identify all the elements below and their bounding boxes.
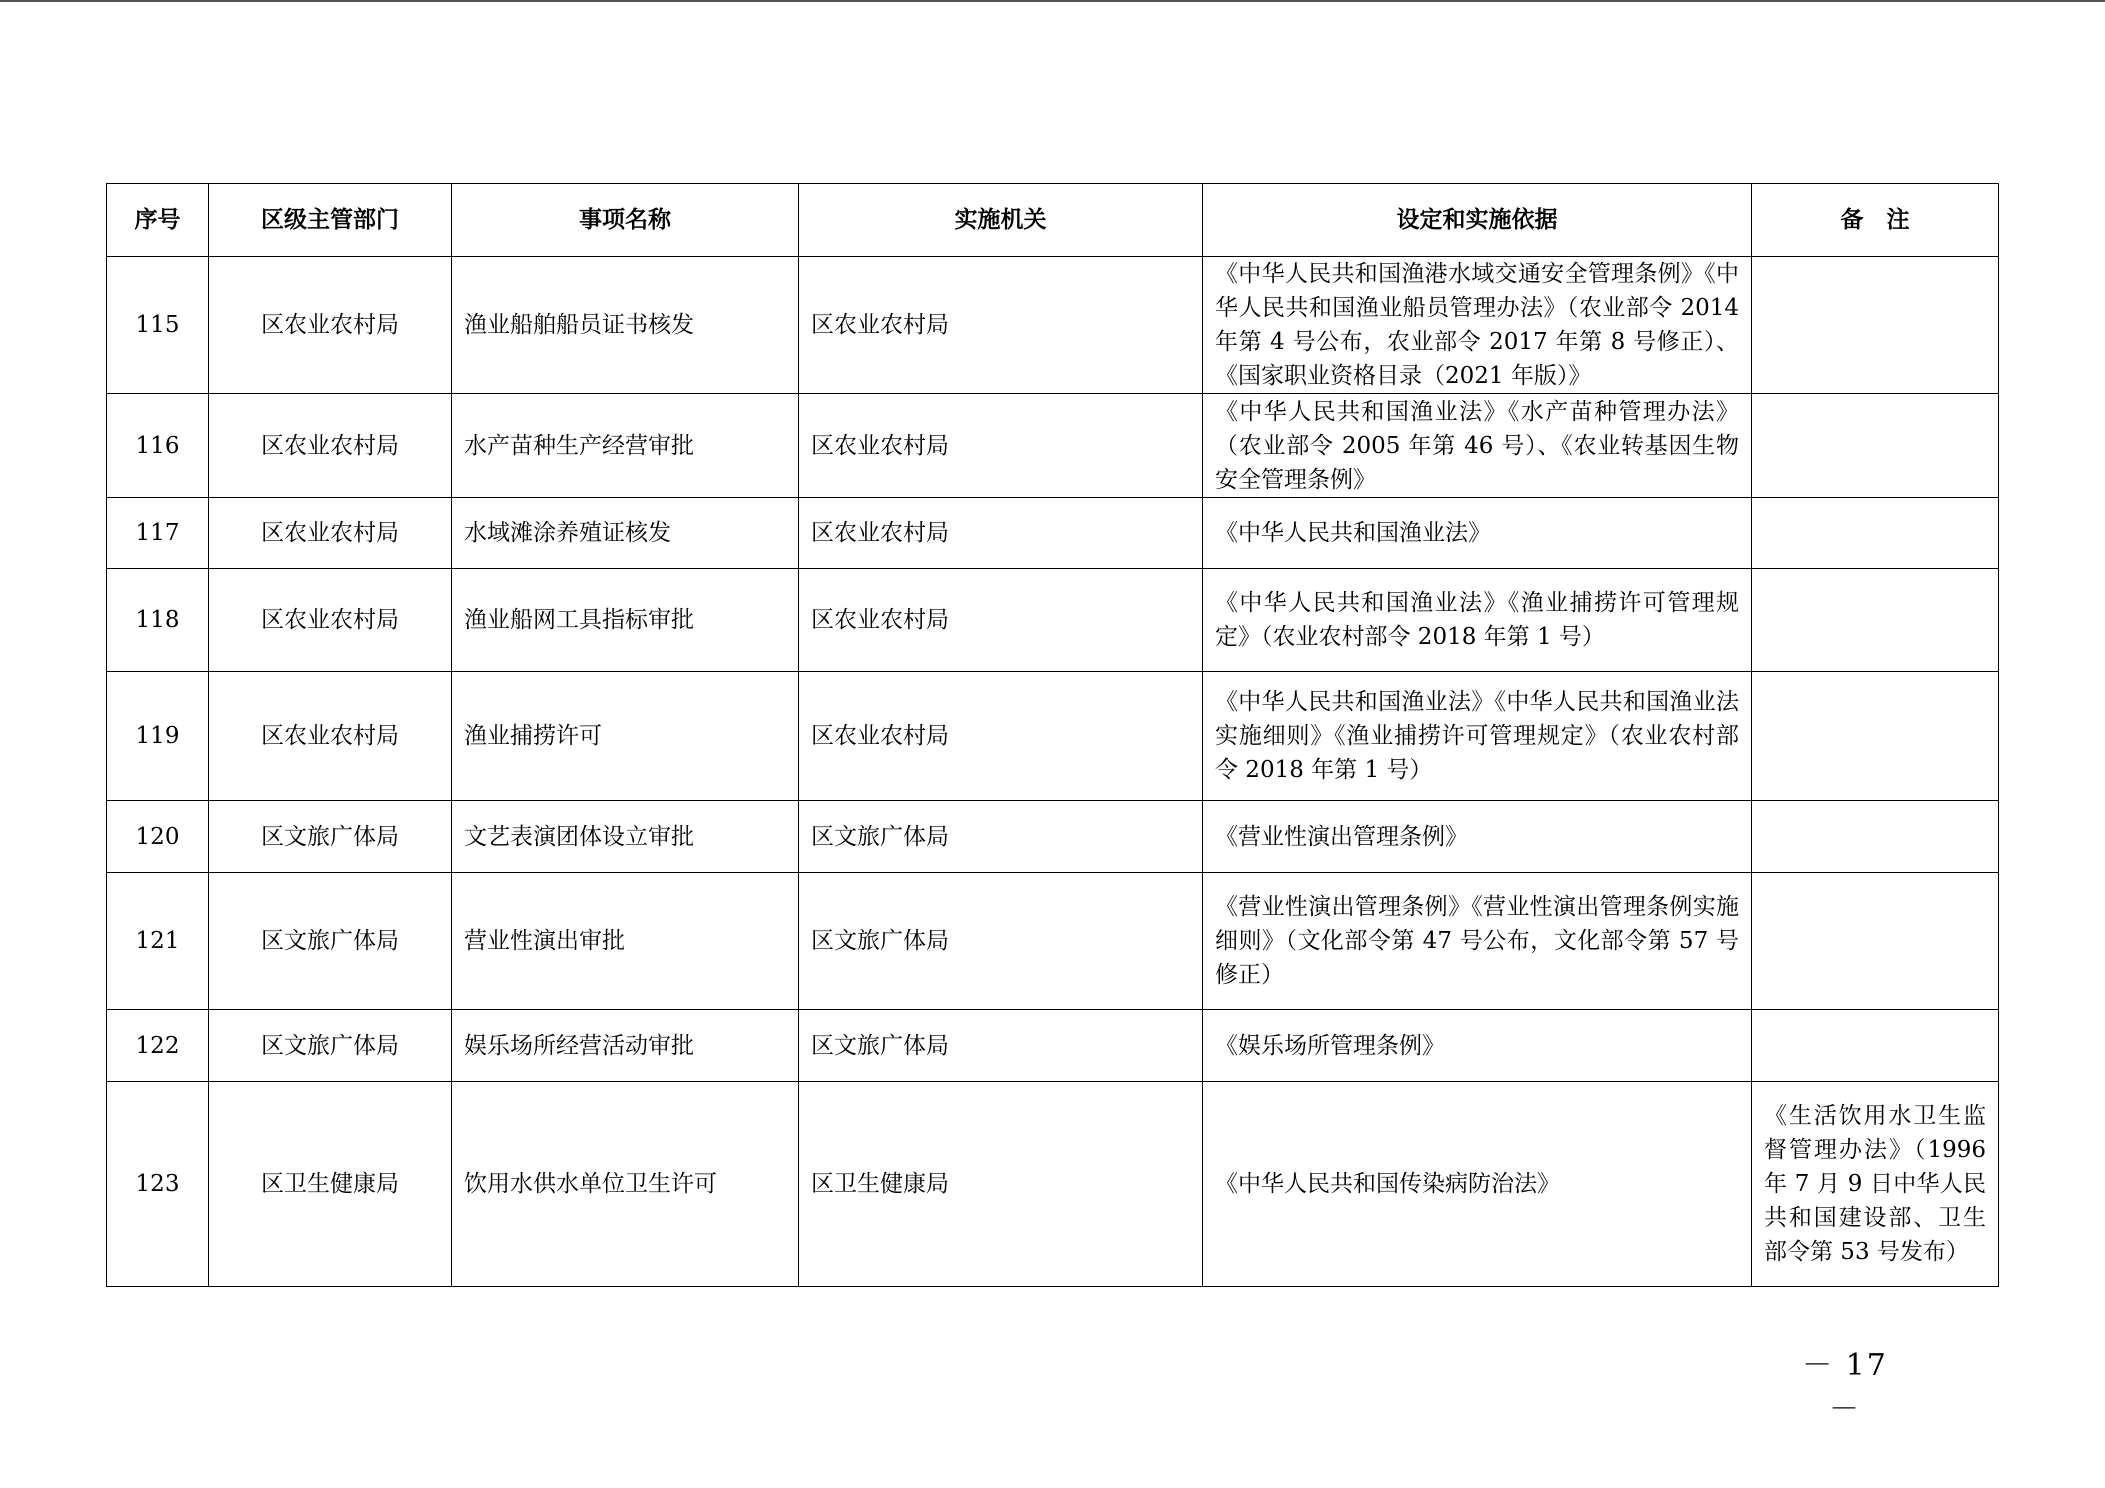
cell-basis: 《营业性演出管理条例》《营业性演出管理条例实施细则》（文化部令第 47 号公布，文化部令第 57 号修正） — [1203, 873, 1752, 1010]
cell-dept: 区农业农村局 — [209, 498, 452, 569]
table-row — [107, 801, 1999, 873]
table-row — [107, 1010, 1999, 1082]
cell-item-name: 渔业捕捞许可 — [452, 672, 799, 801]
header-basis: 设定和实施依据 — [1203, 184, 1752, 257]
table-row — [107, 873, 1999, 1010]
cell-seq: 119 — [107, 672, 209, 801]
cell-item-name: 营业性演出审批 — [452, 873, 799, 1010]
cell-org: 区文旅广体局 — [799, 1010, 1203, 1082]
items-table — [106, 183, 1999, 1287]
table-header-row — [107, 184, 1999, 257]
cell-note — [1752, 672, 1999, 801]
cell-note — [1752, 873, 1999, 1010]
cell-seq: 123 — [107, 1082, 209, 1287]
cell-note — [1752, 257, 1999, 394]
cell-org: 区文旅广体局 — [799, 873, 1203, 1010]
cell-org: 区卫生健康局 — [799, 1082, 1203, 1287]
cell-item-name: 水域滩涂养殖证核发 — [452, 498, 799, 569]
cell-seq: 117 — [107, 498, 209, 569]
cell-seq: 116 — [107, 394, 209, 498]
cell-item-name: 文艺表演团体设立审批 — [452, 801, 799, 873]
cell-basis: 《中华人民共和国渔港水域交通安全管理条例》《中华人民共和国渔业船员管理办法》（农业部令 2014 年第 4 号公布，农业部令 2017 年第 8 号修正）、《国家职业资格目录（2021 年版）》 — [1203, 257, 1752, 394]
cell-seq: 122 — [107, 1010, 209, 1082]
cell-item-name: 水产苗种生产经营审批 — [452, 394, 799, 498]
header-seq: 序号 — [107, 184, 209, 257]
cell-seq: 120 — [107, 801, 209, 873]
cell-dept: 区农业农村局 — [209, 257, 452, 394]
header-item-name: 事项名称 — [452, 184, 799, 257]
cell-item-name: 娱乐场所经营活动审批 — [452, 1010, 799, 1082]
cell-org: 区农业农村局 — [799, 498, 1203, 569]
cell-dept: 区卫生健康局 — [209, 1082, 452, 1287]
table-row — [107, 394, 1999, 498]
header-note: 备 注 — [1752, 184, 1999, 257]
cell-dept: 区文旅广体局 — [209, 1010, 452, 1082]
cell-basis: 《中华人民共和国渔业法》《中华人民共和国渔业法实施细则》《渔业捕捞许可管理规定》（农业农村部令 2018 年第 1 号） — [1203, 672, 1752, 801]
table-row — [107, 672, 1999, 801]
cell-note — [1752, 394, 1999, 498]
cell-seq: 121 — [107, 873, 209, 1010]
cell-basis: 《中华人民共和国渔业法》《水产苗种管理办法》（农业部令 2005 年第 46 号）、《农业转基因生物安全管理条例》 — [1203, 394, 1752, 498]
cell-basis: 《娱乐场所管理条例》 — [1203, 1010, 1752, 1082]
cell-note — [1752, 498, 1999, 569]
cell-item-name: 渔业船舶船员证书核发 — [452, 257, 799, 394]
cell-note — [1752, 569, 1999, 672]
header-dept: 区级主管部门 — [209, 184, 452, 257]
cell-dept: 区农业农村局 — [209, 569, 452, 672]
top-rule — [0, 0, 2105, 2]
cell-org: 区农业农村局 — [799, 672, 1203, 801]
cell-org: 区农业农村局 — [799, 257, 1203, 394]
cell-org: 区文旅广体局 — [799, 801, 1203, 873]
cell-note — [1752, 1010, 1999, 1082]
cell-item-name: 饮用水供水单位卫生许可 — [452, 1082, 799, 1287]
cell-item-name: 渔业船网工具指标审批 — [452, 569, 799, 672]
header-org: 实施机关 — [799, 184, 1203, 257]
cell-dept: 区文旅广体局 — [209, 873, 452, 1010]
cell-org: 区农业农村局 — [799, 569, 1203, 672]
cell-seq: 118 — [107, 569, 209, 672]
table-row — [107, 1082, 1999, 1287]
cell-basis: 《中华人民共和国渔业法》《渔业捕捞许可管理规定》（农业农村部令 2018 年第 1 号） — [1203, 569, 1752, 672]
cell-dept: 区农业农村局 — [209, 672, 452, 801]
cell-seq: 115 — [107, 257, 209, 394]
cell-note — [1752, 801, 1999, 873]
cell-note: 《生活饮用水卫生监督管理办法》（1996 年 7 月 9 日中华人民共和国建设部、卫生部令第 53 号发布） — [1752, 1082, 1999, 1287]
cell-dept: 区文旅广体局 — [209, 801, 452, 873]
table-row — [107, 257, 1999, 394]
cell-basis: 《营业性演出管理条例》 — [1203, 801, 1752, 873]
page-number: － 17 － — [1802, 1348, 1888, 1427]
cell-dept: 区农业农村局 — [209, 394, 452, 498]
table-row — [107, 569, 1999, 672]
cell-basis: 《中华人民共和国渔业法》 — [1203, 498, 1752, 569]
cell-basis: 《中华人民共和国传染病防治法》 — [1203, 1082, 1752, 1287]
table-row — [107, 498, 1999, 569]
cell-org: 区农业农村局 — [799, 394, 1203, 498]
